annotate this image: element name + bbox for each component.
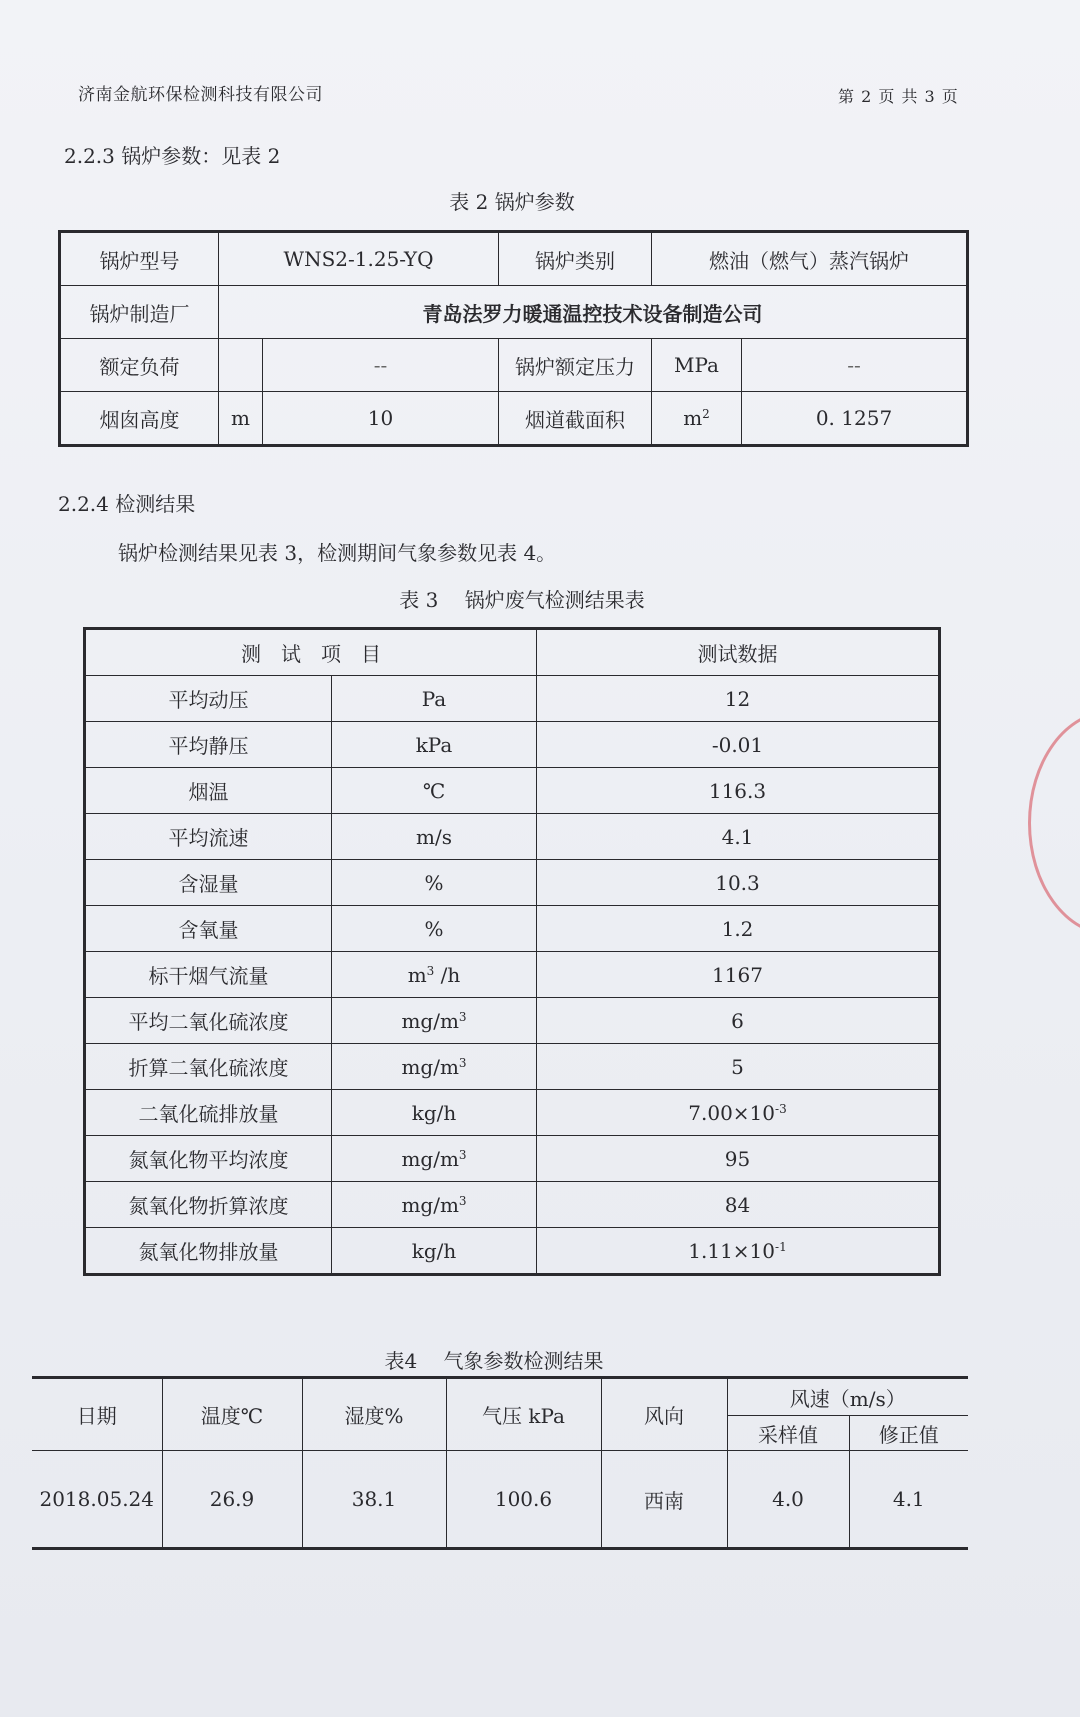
- row-value: 5: [537, 1044, 940, 1090]
- row-unit: $m^3$ /h: [332, 952, 537, 998]
- row-value: $7.00\times 10^{-3}$: [537, 1090, 940, 1136]
- cell-chimney-height-unit: m: [219, 392, 263, 446]
- row-value: 95: [537, 1136, 940, 1182]
- table3-caption: 表 3 锅炉废气检测结果表: [399, 588, 645, 612]
- header-sample-value: 采样值: [727, 1416, 849, 1451]
- row-value: 6: [537, 998, 940, 1044]
- row-unit: kg/h: [332, 1228, 537, 1275]
- row-item: 标干烟气流量: [85, 952, 332, 998]
- row-item: 氮氧化物平均浓度: [85, 1136, 332, 1182]
- row-item: 烟温: [85, 768, 332, 814]
- cell-sample-value: 4.0: [727, 1451, 849, 1549]
- header-test-data: 测试数据: [537, 629, 940, 676]
- section-heading-2-2-3: 2.2.3 锅炉参数：见表 2: [64, 144, 281, 168]
- row-value: $1.11\times 10^{-1}$: [537, 1228, 940, 1275]
- cell-pressure: 100.6: [446, 1451, 601, 1549]
- row-value: 10.3: [537, 860, 940, 906]
- cell-boiler-model-label: 锅炉型号: [60, 232, 219, 286]
- cell-boiler-model: WNS2-1.25-YQ: [219, 232, 499, 286]
- row-item: 氮氧化物折算浓度: [85, 1182, 332, 1228]
- row-unit: %: [332, 906, 537, 952]
- cell-rated-load-unit: [219, 339, 263, 392]
- row-unit: $mg/m^3$: [332, 998, 537, 1044]
- cell-flue-area-unit: $m^2$: [652, 392, 742, 446]
- header-test-item: 测 试 项 目: [85, 629, 537, 676]
- company-name: 济南金航环保检测科技有限公司: [78, 85, 323, 105]
- header-temperature: 温度℃: [162, 1378, 302, 1451]
- row-unit: m/s: [332, 814, 537, 860]
- page-number: 第 2 页 共 3 页: [838, 87, 959, 106]
- header-corrected-value: 修正值: [849, 1416, 968, 1451]
- header-pressure: 气压 kPa: [446, 1378, 601, 1451]
- cell-manufacturer-label: 锅炉制造厂: [60, 286, 219, 339]
- row-value: 12: [537, 676, 940, 722]
- row-unit: Pa: [332, 676, 537, 722]
- row-item: 平均动压: [85, 676, 332, 722]
- row-item: 氮氧化物排放量: [85, 1228, 332, 1275]
- cell-chimney-height: 10: [263, 392, 499, 446]
- cell-chimney-height-label: 烟囱高度: [60, 392, 219, 446]
- section-heading-2-2-4: 2.2.4 检测结果: [58, 492, 196, 516]
- row-item: 含氧量: [85, 906, 332, 952]
- red-stamp-partial: [1028, 710, 1080, 936]
- row-value: 1.2: [537, 906, 940, 952]
- cell-boiler-type-label: 锅炉类别: [499, 232, 652, 286]
- row-item: 平均二氧化硫浓度: [85, 998, 332, 1044]
- header-humidity: 湿度%: [302, 1378, 446, 1451]
- results-paragraph: 锅炉检测结果见表 3，检测期间气象参数见表 4。: [118, 541, 557, 565]
- cell-corrected-value: 4.1: [849, 1451, 968, 1549]
- cell-flue-area: 0. 1257: [742, 392, 968, 446]
- row-item: 折算二氧化硫浓度: [85, 1044, 332, 1090]
- cell-rated-pressure-label: 锅炉额定压力: [499, 339, 652, 392]
- header-date: 日期: [76, 1404, 117, 1428]
- cell-wind-direction: 西南: [601, 1451, 727, 1549]
- weather-params-table: [32, 1376, 968, 1550]
- row-unit: $mg/m^3$: [332, 1044, 537, 1090]
- row-unit: $mg/m^3$: [332, 1182, 537, 1228]
- cell-rated-pressure-unit: MPa: [652, 339, 742, 392]
- row-unit: ℃: [332, 768, 537, 814]
- cell-rated-load: --: [263, 339, 499, 392]
- header-wind-direction: 风向: [601, 1378, 727, 1451]
- cell-temperature: 26.9: [162, 1451, 302, 1549]
- row-value: 1167: [537, 952, 940, 998]
- row-value: 4.1: [537, 814, 940, 860]
- row-unit: kg/h: [332, 1090, 537, 1136]
- row-unit: kPa: [332, 722, 537, 768]
- row-item: 平均流速: [85, 814, 332, 860]
- cell-humidity: 38.1: [302, 1451, 446, 1549]
- table4-caption: 表4 气象参数检测结果: [384, 1349, 604, 1373]
- row-value: -0.01: [537, 722, 940, 768]
- cell-date: 2018.05.24: [32, 1451, 162, 1549]
- header-wind-speed: 风速（m/s）: [727, 1378, 968, 1416]
- row-unit: $mg/m^3$: [332, 1136, 537, 1182]
- cell-boiler-type: 燃油（燃气）蒸汽锅炉: [652, 232, 968, 286]
- row-item: 平均静压: [85, 722, 332, 768]
- cell-flue-area-label: 烟道截面积: [499, 392, 652, 446]
- cell-rated-load-label: 额定负荷: [60, 339, 219, 392]
- table2-caption: 表 2 锅炉参数: [449, 190, 575, 214]
- row-item: 二氧化硫排放量: [85, 1090, 332, 1136]
- row-item: 含湿量: [85, 860, 332, 906]
- cell-manufacturer: 青岛法罗力暖通温控技术设备制造公司: [219, 286, 968, 339]
- boiler-exhaust-results-table: [83, 627, 941, 1276]
- row-value: 84: [537, 1182, 940, 1228]
- row-unit: %: [332, 860, 537, 906]
- row-value: 116.3: [537, 768, 940, 814]
- cell-rated-pressure: --: [742, 339, 968, 392]
- boiler-params-table: [58, 230, 969, 447]
